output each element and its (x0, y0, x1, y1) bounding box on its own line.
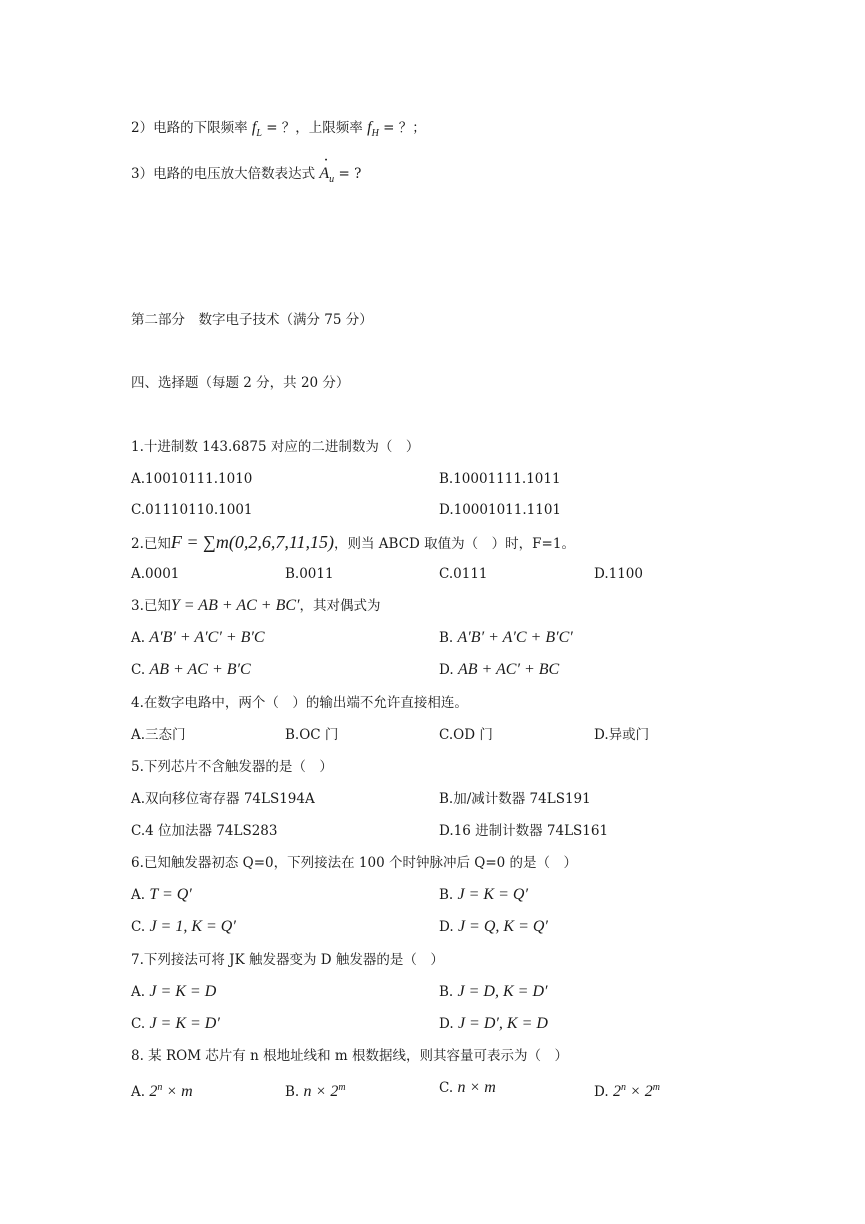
q6-option-b: B. J = K = Q′ (439, 886, 528, 903)
question-1-stem: 1.十进制数 143.6875 对应的二进制数为（ ） (131, 439, 420, 455)
subq-3: 3）电路的电压放大倍数表达式 · $A_u$ = ? (131, 164, 361, 190)
q7-option-a: A. J = K = D (131, 983, 217, 1000)
q3-option-a: A. A′B′ + A′C′ + B′C (131, 629, 265, 646)
question-6-stem: 6.已知触发器初态 Q=0，下列接法在 100 个时钟脉冲后 Q=0 的是（ ） (131, 855, 578, 871)
q6-option-a: A. T = Q′ (131, 886, 192, 903)
question-4-stem: 4.在数字电路中，两个（ ）的输出端不允许直接相连。 (131, 695, 468, 711)
section-title: 四、选择题（每题 2 分，共 20 分） (131, 375, 350, 391)
q7-option-c: C. J = K = D′ (131, 1015, 220, 1032)
q1-option-b: B.10001111.1011 (439, 471, 561, 487)
q2-formula: F = ∑m(0,2,6,7,11,15) (170, 532, 335, 552)
q4-option-b: B.OC 门 (285, 727, 339, 743)
q1-option-a: A.10010111.1010 (131, 471, 253, 487)
q8-option-a: A. $2^n \times m$ (131, 1082, 193, 1100)
q6-option-c: C. J = 1, K = Q′ (131, 918, 236, 935)
q3-option-d: D. AB + AC′ + BC (439, 661, 560, 678)
question-2-stem: 2.已知F = ∑m(0,2,6,7,11,15)，则当 ABCD 取值为（ ）时，F=1。 (131, 532, 575, 552)
q5-option-b: B.加/减计数器 74LS191 (439, 791, 591, 807)
q1-option-c: C.01110110.1001 (131, 502, 253, 518)
q1-option-d: D.10001011.1101 (439, 502, 561, 518)
q4-option-c: C.OD 门 (439, 727, 493, 743)
q2-option-d: D.1100 (594, 566, 643, 582)
question-7-stem: 7.下列接法可将 JK 触发器变为 D 触发器的是（ ） (131, 952, 444, 968)
q7-option-b: B. J = D, K = D′ (439, 983, 548, 1000)
q4-option-a: A.三态门 (131, 727, 186, 743)
q3-option-b: B. A′B′ + A′C + B′C′ (439, 629, 573, 646)
q6-option-d: D. J = Q, K = Q′ (439, 918, 548, 935)
q8-option-b: B. $n \times 2^m$ (285, 1082, 346, 1100)
q3-formula: Y = AB + AC + BC′ (170, 597, 300, 614)
q4-option-d: D.异或门 (594, 727, 650, 743)
q8-option-c: C. n × m (439, 1079, 496, 1096)
part-title: 第二部分 数字电子技术（满分 75 分） (131, 312, 373, 328)
question-3-stem: 3.已知Y = AB + AC + BC′，其对偶式为 (131, 597, 381, 614)
q2-option-a: A.0001 (131, 566, 180, 582)
question-5-stem: 5.下列芯片不含触发器的是（ ） (131, 759, 333, 775)
q8-option-d: D. $2^n \times 2^m$ (594, 1082, 660, 1100)
q2-option-c: C.0111 (439, 566, 488, 582)
q2-option-b: B.0011 (285, 566, 334, 582)
q7-option-d: D. J = D′, K = D (439, 1015, 548, 1032)
q5-option-c: C.4 位加法器 74LS283 (131, 823, 278, 839)
q5-option-a: A.双向移位寄存器 74LS194A (131, 791, 315, 807)
subq-2: 2）电路的下限频率 $f_L$ = ？，上限频率 $f_H$ = ？； (131, 119, 426, 139)
q3-option-c: C. AB + AC + B′C (131, 661, 251, 678)
question-8-stem: 8. 某 ROM 芯片有 n 根地址线和 m 根数据线，则其容量可表示为（ ） (131, 1048, 568, 1064)
q5-option-d: D.16 进制计数器 74LS161 (439, 823, 609, 839)
